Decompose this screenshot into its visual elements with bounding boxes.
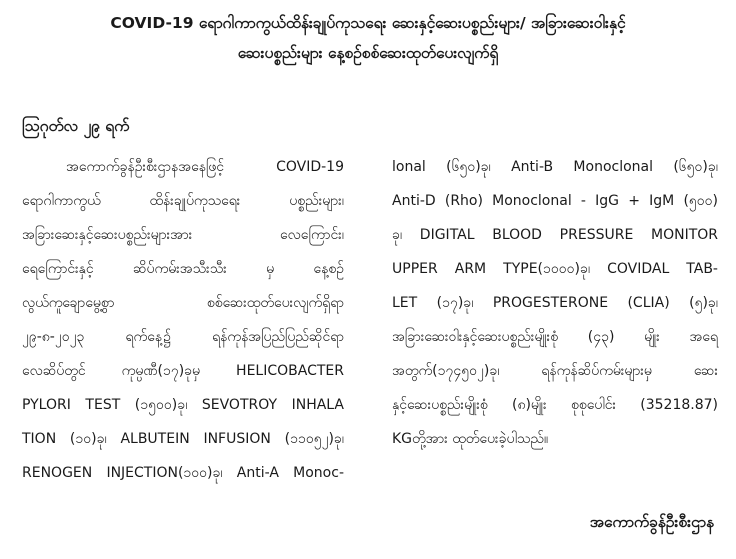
article-line: အခြားဆေးဝါးနှင့်ဆေးပစ္စည်းမျိုးစုံ (၄၃) မျိုး အရေ <box>392 329 718 345</box>
article-line: LET (၁၇)ခု၊ PROGESTERONE (CLIA) (၅)ခု၊ <box>392 295 718 311</box>
article-line: TION (၁၀)ခု၊ ALBUTEIN INFUSION (၁၁၀၅၂)ခု၊ <box>22 431 344 447</box>
headline-line-2: ဆေးပစ္စည်းများ နေ့စဉ်စစ်ဆေးထုတ်ပေးလျက်ရှိ <box>237 44 499 62</box>
article-line: lonal (၆၅၀)ခု၊ Anti-B Monoclonal (၆၅၀)ခု၊ <box>392 159 718 175</box>
article-line: ရောဂါကာကွယ် ထိန်းချုပ်ကုသရေး ပစ္စည်းများ၊ <box>22 193 344 209</box>
article-line: လွယ်ကူချောမွေ့စွာ စစ်ဆေးထုတ်ပေးလျက်ရှိရာ <box>22 295 344 311</box>
article-line: အခြားဆေးနှင့်ဆေးပစ္စည်းများအား လေကြောင်း၊ <box>22 227 344 243</box>
article-line: လေဆိပ်တွင် ကုမ္ပဏီ(၁၇)ခုမှ HELICOBACTER <box>22 363 344 379</box>
article-line: PYLORI TEST (၁၅၀၀)ခု၊ SEVOTROY INHALA <box>22 397 344 413</box>
article-line: ခု၊ DIGITAL BLOOD PRESSURE MONITOR <box>392 227 718 243</box>
article-line: UPPER ARM TYPE(၁၀၀၀)ခု၊ COVIDAL TAB- <box>392 261 718 277</box>
article-line: အတွက်(၁၇၄၅၀၂)ခု၊ ရန်ကုန်ဆိပ်ကမ်းများမှ ဆေး <box>392 363 718 379</box>
article-line: ရေကြောင်းနှင့် ဆိပ်ကမ်းအသီးသီး မှ နေ့စဉ် <box>22 261 344 277</box>
article-line: RENOGEN INJECTION(၁၀၀)ခု၊ Anti-A Monoc- <box>22 465 344 481</box>
article-line: KGတို့အား ထုတ်ပေးခဲ့ပါသည်။ <box>392 431 549 447</box>
signature-department: အကောက်ခွန်ဦးစီးဌာန <box>589 513 714 531</box>
headline <box>20 8 716 68</box>
article-line: ၂၉-၈-၂၀၂၃ ရက်နေ့၌ ရန်ကုန်အပြည်ပြည်ဆိုင်ရာ <box>22 329 344 345</box>
article-column-left <box>22 150 344 490</box>
headline-line-1: COVID-19 ရောဂါကာကွယ်ထိန်းချုပ်ကုသရေး ဆေးနှင့်ဆေးပစ္စည်းများ/ အခြားဆေးဝါးနှင့် <box>110 14 626 32</box>
news-date: ဩဂုတ်လ ၂၉ ရက် <box>22 117 130 135</box>
article-line: Anti-D (Rho) Monoclonal - IgG + IgM (၅၀၀) <box>392 193 718 209</box>
article-column-right <box>392 150 718 456</box>
article-line: နှင့်ဆေးပစ္စည်းမျိုးစုံ (၈)မျိုး စုစုပေါင်း (35218.87) <box>392 397 718 413</box>
article-line: အကောက်ခွန်ဦးစီးဌာနအနေဖြင့် COVID-19 <box>66 159 344 175</box>
